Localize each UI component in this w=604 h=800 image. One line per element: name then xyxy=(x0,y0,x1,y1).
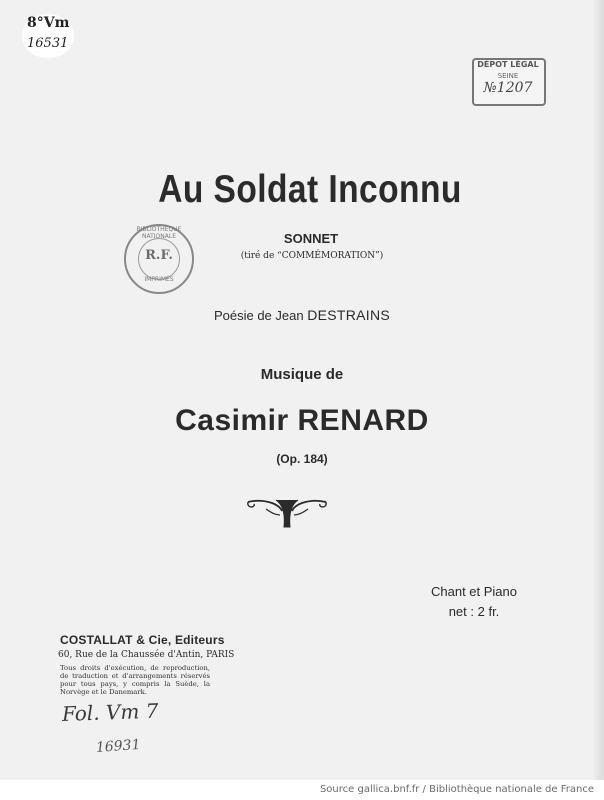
shelfmark-line2: 16531 xyxy=(27,36,69,51)
decorative-ornament-icon xyxy=(246,497,328,529)
rights-line: pour tous pays, y compris la Suède, la xyxy=(60,680,210,688)
depot-stamp-title: DÉPOT LÉGAL xyxy=(477,60,539,69)
poet-credit xyxy=(0,307,604,323)
source-note: (tiré de “COMMÉMORATION”) xyxy=(240,251,384,261)
rights-line: de traduction et d'arrangements réservés xyxy=(60,672,210,680)
publisher-address: 60, Rue de la Chaussée d'Antin, PARIS xyxy=(58,650,235,660)
music-label: Musique de xyxy=(260,366,344,383)
page-title: Au Soldat Inconnu xyxy=(158,168,462,211)
subtitle-sonnet: SONNET xyxy=(283,231,339,246)
shelfmark-line1: 8°Vm xyxy=(27,15,70,31)
source-footer: Source gallica.bnf.fr / Bibliothèque nationale de France xyxy=(319,784,594,795)
composer-name: Casimir RENARD xyxy=(175,404,429,437)
depot-stamp-subtitle: SEINE xyxy=(497,72,519,80)
opus-number: (Op. 184) xyxy=(276,452,328,466)
handwritten-call-number: Fol. Vm 7 xyxy=(61,698,159,726)
rights-notice xyxy=(60,664,210,696)
depot-stamp-number: №1207 xyxy=(483,80,533,96)
library-seal-bottom-text: IMPRIMÉS xyxy=(144,276,174,283)
price: net : 2 fr. xyxy=(448,604,500,619)
poet-prefix: Poésie de Jean xyxy=(213,308,304,323)
scan-edge-shadow xyxy=(594,0,604,780)
poet-name: DESTRAINS xyxy=(307,307,391,323)
publisher-name: COSTALLAT & Cie, Editeurs xyxy=(60,633,225,647)
edition-type: Chant et Piano xyxy=(430,584,517,599)
rights-line: Norvège et le Danemark. xyxy=(60,688,147,696)
library-seal-center: R.F. xyxy=(145,248,173,263)
rights-line: Tous droits d'exécution, de reproduction, xyxy=(60,664,210,672)
handwritten-number: 16931 xyxy=(95,736,141,756)
library-seal-ring-text: BIBLIOTHÈQUE NATIONALE xyxy=(136,226,182,240)
